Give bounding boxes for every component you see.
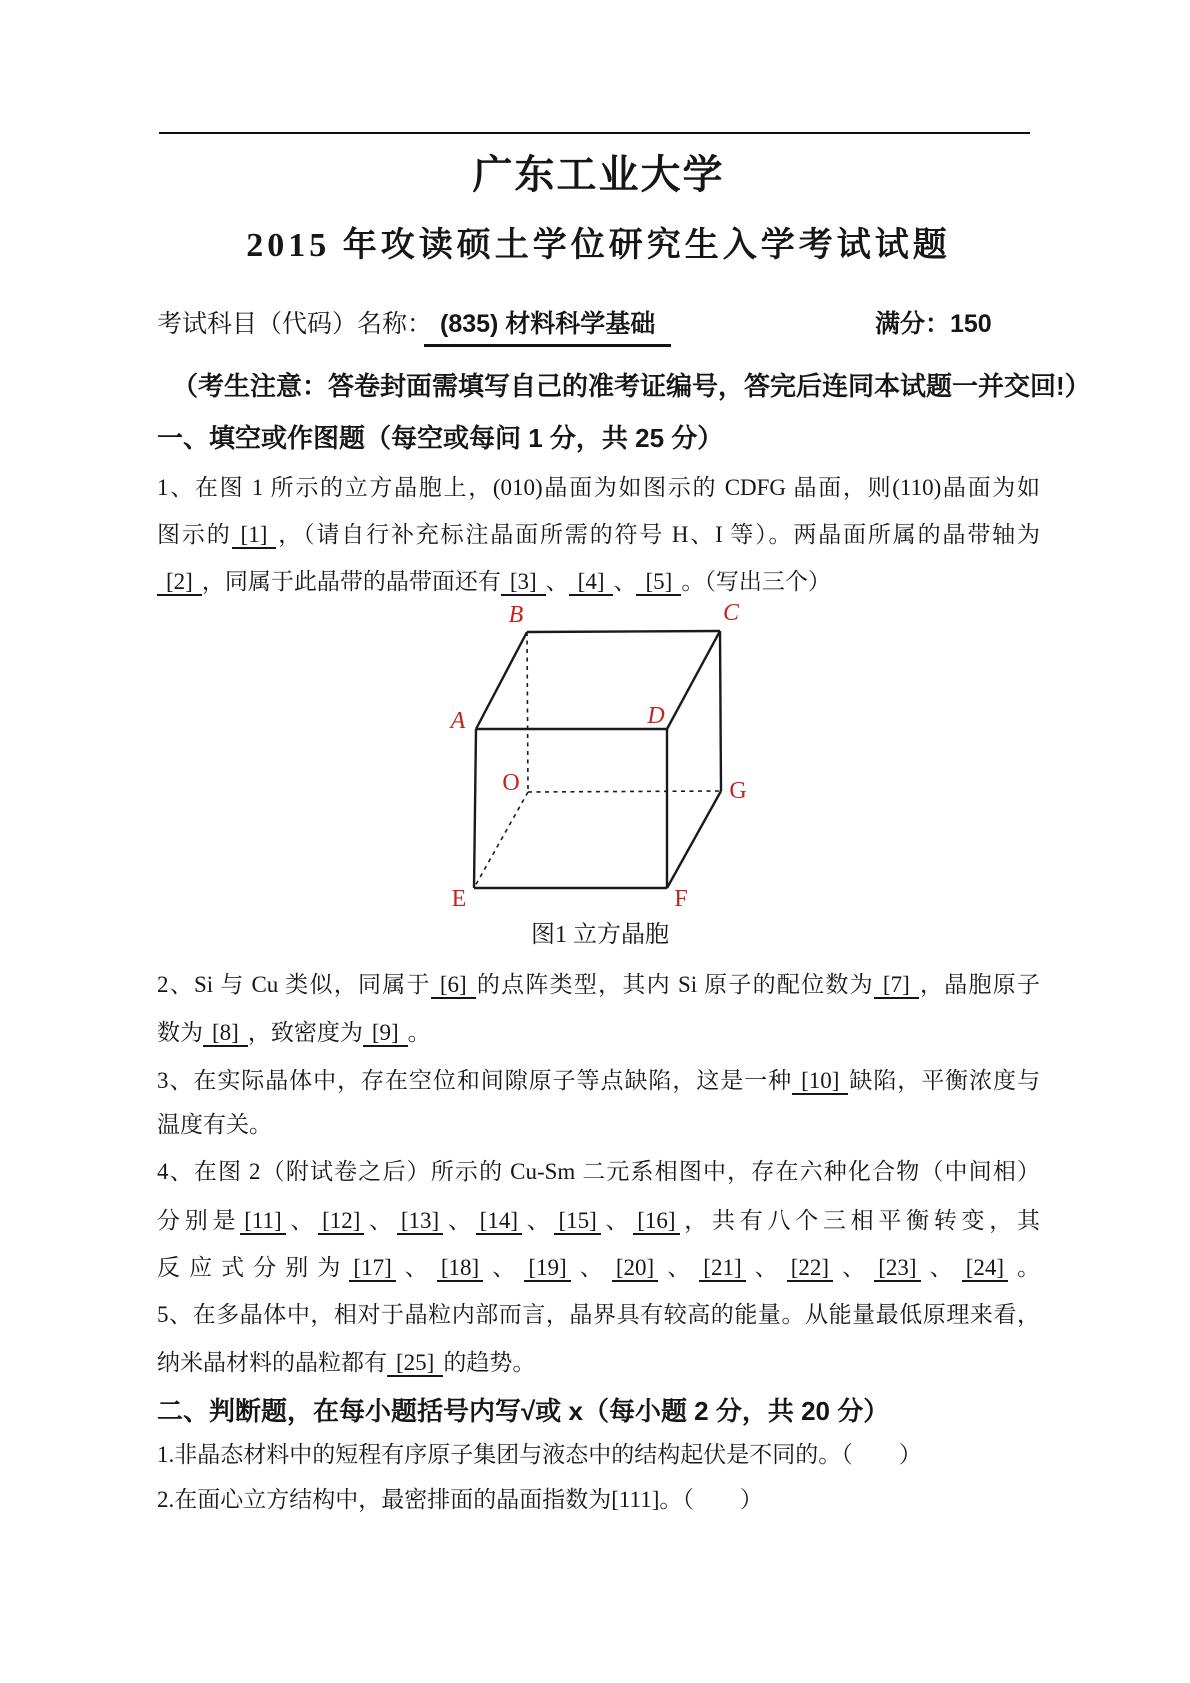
text-segment: 、: [920, 1255, 962, 1280]
fill-in-blank: [10]: [792, 1068, 848, 1095]
text-segment: 、: [364, 1208, 397, 1233]
vertex-label-o: O: [502, 770, 520, 796]
judge-item-1: 1.非晶态材料中的短程有序原子集团与液态中的结构起伏是不同的。（ ）: [157, 1442, 922, 1467]
text-segment: 反应式分别为: [157, 1255, 350, 1280]
text-segment: ，致密度为: [247, 1020, 363, 1045]
cube-hidden-edges: [474, 632, 721, 888]
text-segment: 、: [395, 1255, 437, 1280]
text-segment: 。: [407, 1020, 431, 1045]
q2-line1: [157, 968, 1040, 1002]
fill-in-blank: [7]: [874, 972, 919, 999]
judge-item-2: 2.在面心立方结构中，最密排面的晶面指数为[111]。（ ）: [157, 1487, 763, 1512]
fill-in-blank: [5]: [636, 569, 681, 596]
fill-in-blank: [8]: [203, 1020, 248, 1047]
page-title: 广东工业大学: [472, 152, 725, 197]
vertex-label-g: G: [729, 778, 747, 804]
text-segment: 5、在多晶体中，相对于晶粒内部而言，晶界具有较高的能量。从能量最低原理来看，: [157, 1302, 1040, 1327]
vertex-label-c: C: [722, 600, 740, 626]
vertex-label-d: D: [647, 703, 665, 729]
text-segment: 、: [570, 1255, 612, 1280]
fill-in-blank: [20]: [612, 1255, 658, 1282]
text-segment: ，共有八个三相平衡转变，其: [679, 1208, 1041, 1233]
vertex-label-a: A: [450, 708, 466, 734]
text-segment: 、: [443, 1208, 476, 1233]
text-segment: 、: [285, 1208, 319, 1233]
text-segment: 图示的: [157, 522, 232, 547]
text-segment: 、: [613, 569, 637, 594]
cube-solid-edges: [474, 631, 721, 888]
q2-line2: [157, 1016, 1040, 1050]
subject-value: (835) 材料科学基础: [424, 306, 671, 347]
figure1-caption: 图1 立方晶胞: [531, 922, 669, 948]
text-segment: 、: [658, 1255, 700, 1280]
header-rule: [159, 132, 1030, 134]
text-segment: 、: [545, 569, 569, 594]
text-segment: 4、在图 2（附试卷之后）所示的 Cu-Sm 二元系相图中，存在六种化合物（中间相）: [157, 1159, 1040, 1184]
q1-line1: [157, 471, 1040, 505]
q5-line2: [157, 1346, 1040, 1380]
fill-in-blank: [9]: [363, 1020, 408, 1047]
fill-in-blank: [3]: [501, 569, 546, 596]
fill-in-blank: [2]: [157, 569, 202, 596]
text-segment: 1、在图 1 所示的立方晶胞上，(010)晶面为如图示的 CDFG 晶面，则(110)晶面为如: [157, 475, 1040, 500]
fill-in-blank: [13]: [397, 1208, 443, 1235]
fill-in-blank: [15]: [554, 1208, 600, 1235]
vertex-label-b: B: [508, 602, 524, 628]
candidate-notice: （考生注意：答卷封面需填写自己的准考证编号，答完后连同本试题一并交回!）: [172, 371, 1091, 401]
text-segment: ，晶胞原子: [918, 972, 1041, 997]
fill-in-blank: [6]: [431, 972, 476, 999]
text-segment: ，（请自行补充标注晶面所需的符号 H、I 等）。两晶面所属的晶带轴为: [276, 522, 1041, 547]
fill-in-blank: [16]: [633, 1208, 679, 1235]
text-segment: ，同属于此晶带的晶带面还有: [201, 569, 501, 594]
q3-line1: [157, 1064, 1040, 1098]
text-segment: 的趋势。: [443, 1350, 536, 1375]
text-segment: 2、Si 与 Cu 类似，同属于: [157, 972, 431, 997]
q1-line2: [157, 518, 1040, 552]
text-segment: 缺陷，平衡浓度与: [848, 1068, 1041, 1093]
fill-in-blank: [25]: [387, 1350, 443, 1377]
fill-in-blank: [14]: [476, 1208, 522, 1235]
fill-in-blank: [22]: [787, 1255, 833, 1282]
fill-in-blank: [1]: [232, 522, 277, 549]
fill-in-blank: [19]: [524, 1255, 570, 1282]
section2-heading: 二、判断题，在每小题括号内写√或 x（每小题 2 分，共 20 分）: [157, 1396, 890, 1426]
page-subtitle: 2015 年攻读硕土学位研究生入学考试试题: [246, 227, 951, 264]
text-segment: 数为: [157, 1020, 203, 1045]
q3-line2: [157, 1108, 1040, 1142]
text-segment: 纳米晶材料的晶粒都有: [157, 1350, 387, 1375]
q1-line3: [157, 565, 1040, 599]
vertex-label-f: F: [674, 886, 688, 912]
section1-heading: 一、填空或作图题（每空或每问 1 分，共 25 分）: [157, 423, 724, 453]
text-segment: 。（写出三个）: [681, 569, 831, 594]
subject-label: 考试科目（代码）名称：: [157, 310, 433, 338]
fill-in-blank: [23]: [874, 1255, 920, 1282]
text-segment: 3、在实际晶体中，存在空位和间隙原子等点缺陷，这是一种: [157, 1068, 793, 1093]
text-segment: 、: [600, 1208, 634, 1233]
text-segment: 、: [745, 1255, 787, 1280]
text-segment: 。: [1008, 1255, 1041, 1280]
fill-in-blank: [17]: [349, 1255, 395, 1282]
fill-in-blank: [12]: [318, 1208, 364, 1235]
q4-line3: [157, 1251, 1040, 1285]
fill-in-blank: [21]: [699, 1255, 745, 1282]
full-score: 满分：150: [875, 310, 992, 338]
fill-in-blank: [18]: [437, 1255, 483, 1282]
text-segment: 分别是: [157, 1208, 241, 1233]
vertex-label-e: E: [451, 886, 467, 912]
text-segment: 、: [522, 1208, 555, 1233]
subject-row: [157, 306, 1040, 346]
fill-in-blank: [4]: [569, 569, 614, 596]
fill-in-blank: [11]: [240, 1208, 285, 1235]
fill-in-blank: [24]: [962, 1255, 1008, 1282]
text-segment: 、: [483, 1255, 525, 1280]
q5-line1: [157, 1298, 1040, 1332]
text-segment: 的点阵类型，其内 Si 原子的配位数为: [475, 972, 874, 997]
text-segment: 温度有关。: [157, 1112, 272, 1137]
q4-line1: [157, 1155, 1040, 1189]
q4-line2: [157, 1204, 1040, 1238]
text-segment: 、: [833, 1255, 875, 1280]
